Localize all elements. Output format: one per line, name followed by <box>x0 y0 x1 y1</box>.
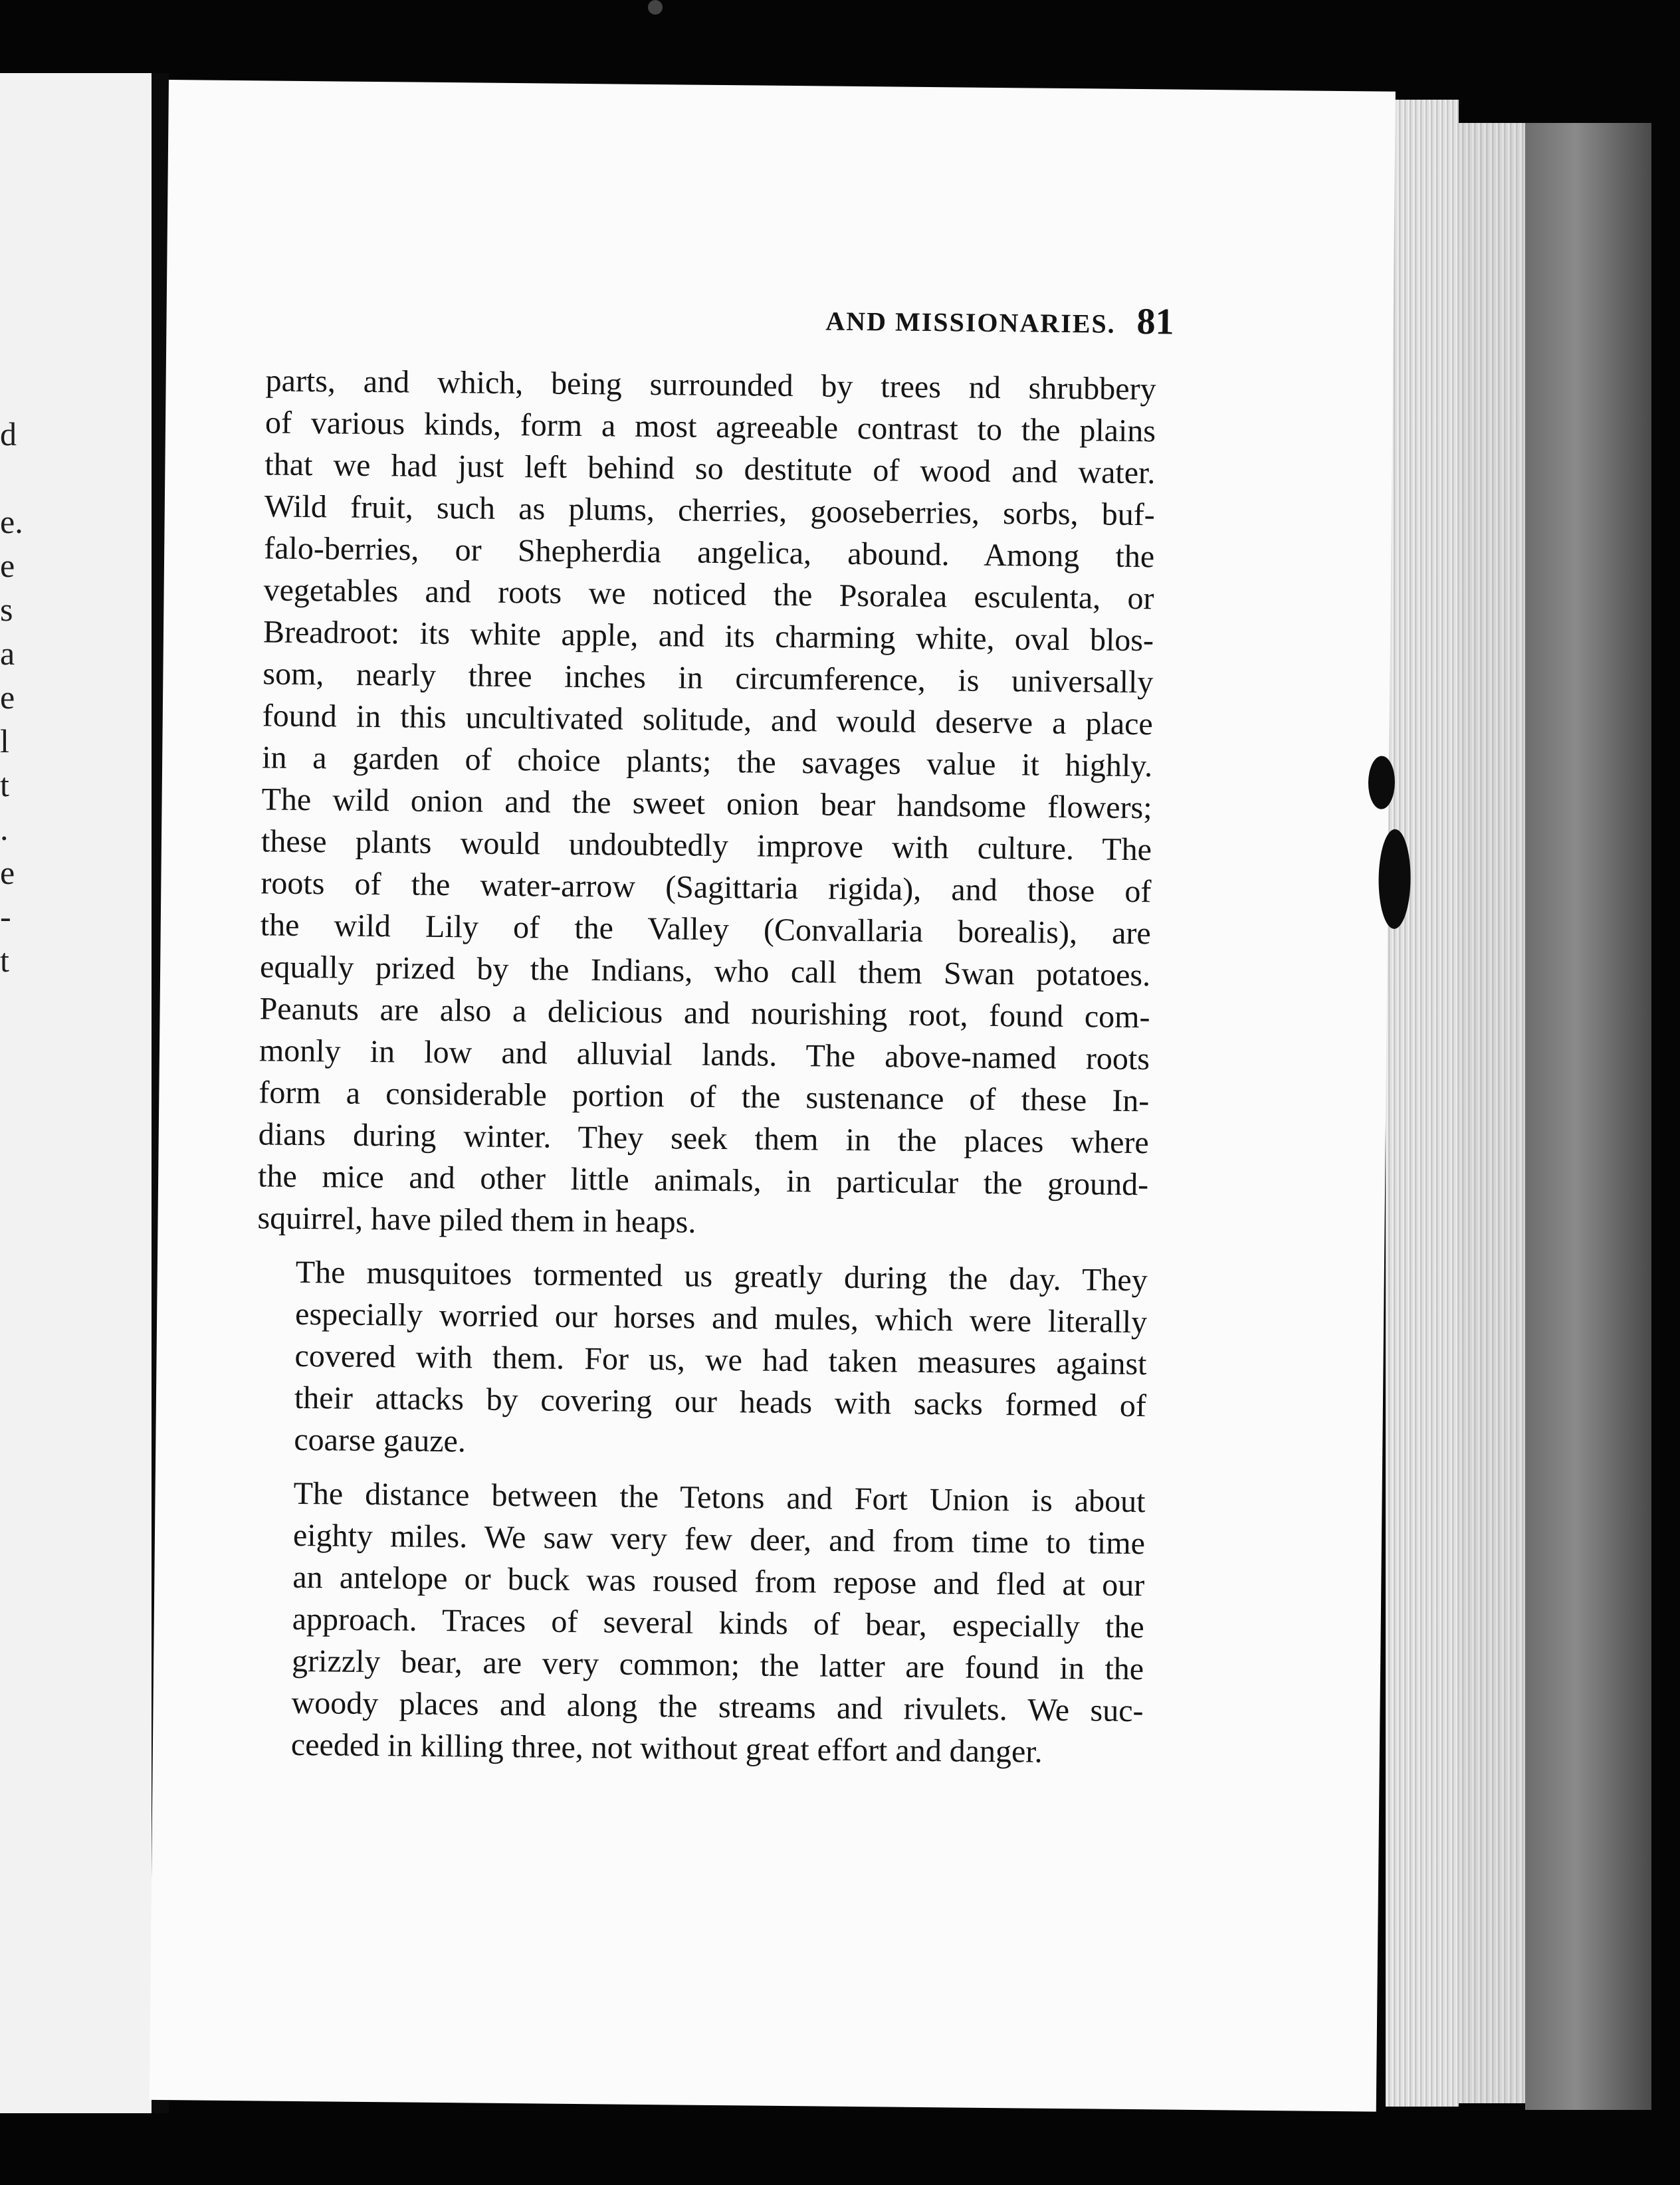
text-line: grizzly bear, are very common; the latter are found in the <box>291 1643 1144 1687</box>
previous-page-letters <box>0 412 27 1158</box>
text-line: coarse gauze. <box>294 1421 467 1459</box>
previous-page-letter: e <box>0 547 15 584</box>
previous-page-letter <box>0 1114 27 1158</box>
previous-page-letter <box>0 456 27 500</box>
previous-page-letter <box>0 1070 27 1114</box>
text-line: of various kinds, form a most agreeable contrast to the plains <box>264 405 1156 449</box>
page-body-text <box>252 360 1156 1786</box>
text-line: that we had just left behind so destitute of wood and water. <box>264 447 1156 491</box>
paragraph <box>255 1251 1148 1469</box>
previous-page-edge <box>0 73 156 2113</box>
previous-page-letter: - <box>0 898 11 935</box>
text-line: vegetables and roots we noticed the Psoralea esculenta, or <box>263 572 1154 617</box>
text-line: eighty miles. We saw very few deer, and from time to time <box>292 1517 1146 1562</box>
text-line: falo-berries, or Shepherdia angelica, abound. Among the <box>263 530 1155 575</box>
previous-page-letter: t <box>0 942 9 979</box>
text-line: som, nearly three inches in circumference, is universally <box>262 656 1154 700</box>
text-line: approach. Traces of several kinds of bear, especially the <box>292 1601 1144 1645</box>
text-line: their attacks by covering our heads with sacks formed of <box>294 1380 1147 1424</box>
text-line: found in this uncultivated solitude, and would deserve a place <box>262 698 1154 742</box>
previous-page-letter: e <box>0 678 15 716</box>
text-line: equally prized by the Indians, who call them Swan potatoes. <box>259 949 1151 993</box>
text-line: the wild Lily of the Valley (Convallaria borealis), are <box>260 907 1151 952</box>
text-line: the mice and other little animals, in particular the ground- <box>257 1158 1149 1203</box>
text-line: Peanuts are also a delicious and nourishing root, found com- <box>259 991 1150 1035</box>
text-line: monly in low and alluvial lands. The above-named roots <box>259 1033 1150 1077</box>
previous-page-letter: s <box>0 591 13 628</box>
text-line: parts, and which, being surrounded by trees nd shrubbery <box>265 363 1156 407</box>
text-line: Breadroot: its white apple, and its charming white, oval blos- <box>262 614 1154 659</box>
text-line: woody places and along the streams and rivulets. We suc- <box>291 1685 1144 1729</box>
text-line: The wild onion and the sweet onion bear handsome flowers; <box>261 781 1152 826</box>
previous-page-letter <box>0 1026 27 1070</box>
paragraph <box>257 360 1156 1247</box>
page-number: 81 <box>1136 301 1174 343</box>
text-line: Wild fruit, such as plums, cherries, gooseberries, sorbs, buf- <box>264 488 1156 533</box>
previous-page-letter: a <box>0 635 15 672</box>
text-line: squirrel, have piled them in heaps. <box>257 1200 696 1240</box>
book-cover-board <box>1525 123 1651 2110</box>
paragraph <box>253 1472 1146 1774</box>
previous-page-letter: e <box>0 854 15 891</box>
page-stack-edge-inner <box>1459 123 1525 2103</box>
running-head: AND MISSIONARIES. <box>825 306 1116 339</box>
previous-page-letter: t <box>0 766 9 803</box>
text-line: roots of the water-arrow (Sagittaria rigida), and those of <box>261 865 1152 910</box>
dust-mark <box>648 0 663 15</box>
previous-page-letter: . <box>0 810 9 847</box>
previous-page-letter: d <box>0 415 17 453</box>
text-line: these plants would undoubtedly improve with culture. The <box>261 823 1152 868</box>
text-line: The musquitoes tormented us greatly during the day. They <box>295 1254 1148 1299</box>
text-line: covered with them. For us, we had taken measures against <box>294 1338 1147 1382</box>
page-stack-edge <box>1386 100 1459 2107</box>
previous-page-letter: e. <box>0 503 23 540</box>
text-line: The distance between the Tetons and Fort Union is about <box>293 1475 1146 1520</box>
text-line: especially worried our horses and mules, which were literally <box>294 1296 1148 1340</box>
text-line: ceeded in killing three, not without great effort and danger. <box>290 1726 1043 1770</box>
text-line: form a considerable portion of the sustenance of these In- <box>259 1075 1150 1119</box>
book-page <box>150 80 1396 2112</box>
previous-page-letter: l <box>0 722 9 760</box>
previous-page-letter <box>0 982 27 1026</box>
text-line: in a garden of choice plants; the savages value it highly. <box>261 740 1153 784</box>
text-line: an antelope or buck was roused from repose and fled at our <box>292 1559 1145 1604</box>
text-line: dians during winter. They seek them in the places where <box>258 1116 1149 1161</box>
